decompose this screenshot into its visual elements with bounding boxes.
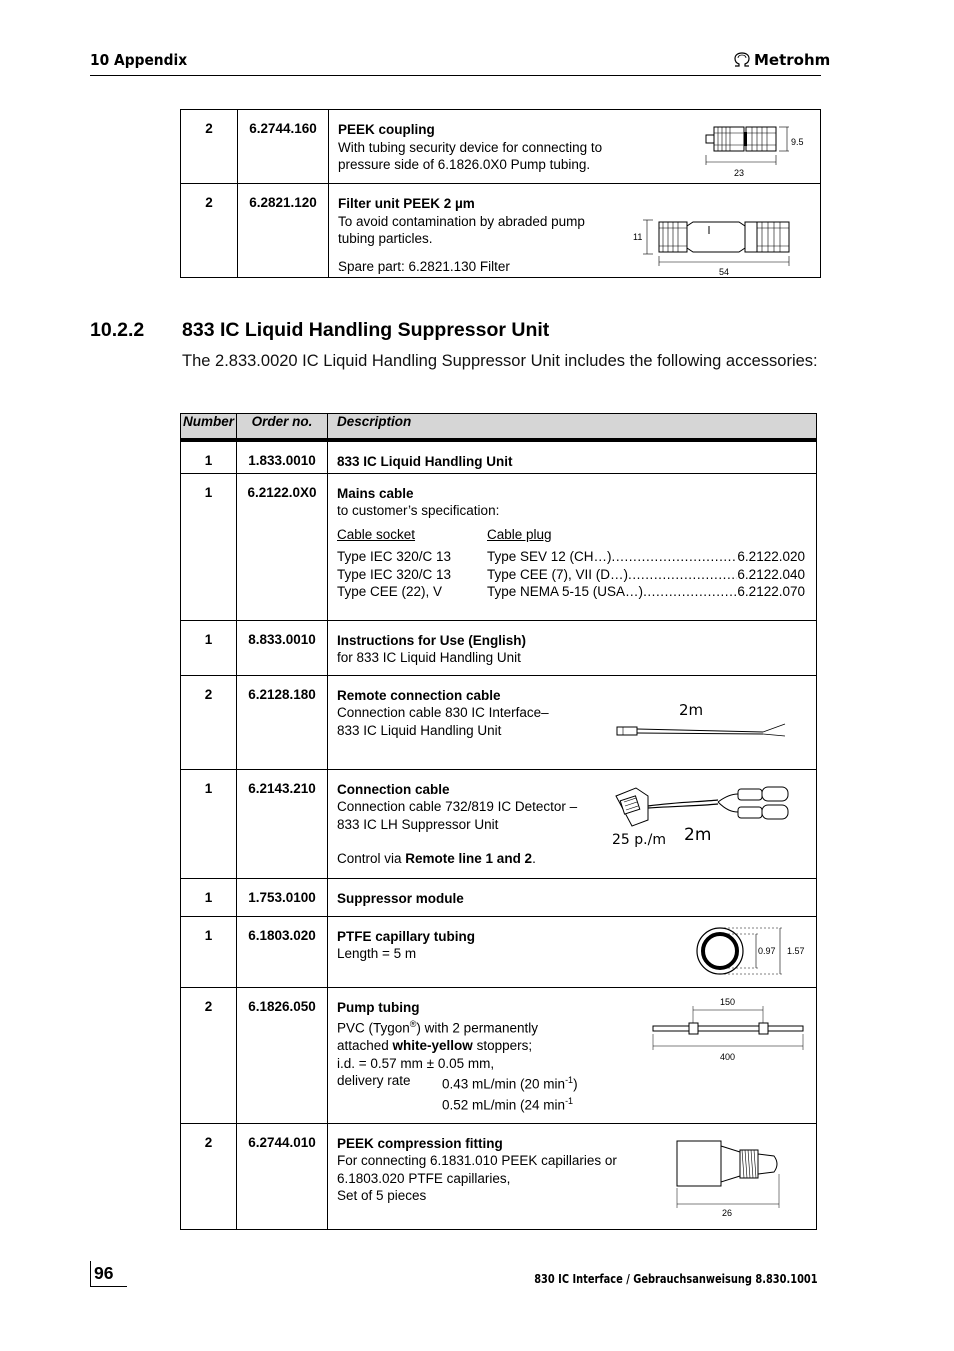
spare-part: Spare part: 6.2821.130 Filter: [338, 258, 510, 274]
peek-coupling-drawing: [701, 124, 804, 180]
item-title: Pump tubing: [337, 999, 420, 1015]
item-desc-line: For connecting 6.1831.010 PEEK capillaries or: [337, 1153, 617, 1169]
dim-label: 23: [734, 168, 745, 178]
dim-label: 1.57: [787, 945, 805, 956]
table-row: [181, 878, 817, 916]
row-number: 2: [204, 998, 213, 1014]
table-header-row: [181, 414, 817, 441]
dim-label: 150: [720, 996, 736, 1007]
item-title: PTFE capillary tubing: [337, 928, 476, 944]
row-number: 2: [204, 1134, 213, 1150]
length-label: 2m: [684, 824, 712, 845]
item-desc-line: Connection cable 830 IC Interface–: [337, 705, 549, 721]
item-desc-line: 833 IC LH Suppressor Unit: [337, 816, 499, 832]
table-row: [181, 769, 817, 878]
table-row: [181, 184, 821, 278]
ptfe-tubing-drawing: [692, 923, 822, 983]
item-title: PEEK coupling: [338, 122, 435, 137]
variant-row: Type IEC 320/C 13 Type CEE (7), VII (D…) . . . 6.2122.040: [337, 566, 816, 584]
row-order-no: 6.2821.120: [238, 184, 329, 278]
item-desc-line: 833 IC Liquid Handling Unit: [337, 722, 502, 738]
remote-cable-drawing: [613, 696, 793, 746]
dim-label: 0.97: [758, 945, 776, 956]
variant-row: Type IEC 320/C 13 Type SEV 12 (CH…) . . . 6.2122.020: [337, 548, 816, 566]
row-number: 1: [204, 780, 213, 796]
dim-label: 11: [633, 232, 643, 242]
item-title: Connection cable: [337, 781, 450, 797]
row-order-no: 6.2744.160: [238, 110, 329, 184]
table-row: [181, 440, 817, 473]
delivery-rate: delivery rate 0.43 mL/min (20 $\min^{-1}$) 0.52 mL/min (24 $\min^{-1}$: [337, 1073, 578, 1113]
item-desc-line: PVC (Tygon®) with 2 permanently: [337, 1019, 538, 1036]
item-desc: to customer’s specification:: [337, 503, 500, 519]
row-order-no: 6.1803.020: [248, 927, 316, 943]
row-number: 1: [204, 889, 213, 905]
doc-title: 830 IC Interface / Gebrauchsanweisung 8.830.1001: [534, 1272, 818, 1286]
item-title: Mains cable: [337, 485, 414, 501]
dim-label: 54: [719, 267, 730, 277]
item-title: 833 IC Liquid Handling Unit: [337, 454, 513, 469]
item-title: Filter unit PEEK 2 µm: [338, 196, 475, 211]
connection-cable-drawing: [608, 780, 808, 850]
item-desc-line: tubing particles.: [338, 231, 433, 247]
item-title: Instructions for Use (English): [337, 632, 527, 648]
density-label: 25 p./m: [612, 831, 666, 848]
item-desc-line: pressure side of 6.1826.0X0 Pump tubing.: [338, 157, 591, 173]
metrohm-omega-icon: [732, 52, 752, 68]
row-number: 1: [204, 631, 213, 647]
length-label: 2m: [679, 700, 704, 719]
filter-unit-drawing: [629, 214, 819, 277]
item-desc-line: 6.1803.020 PTFE capillaries,: [337, 1170, 511, 1186]
table-row: [181, 110, 821, 184]
brand-name: Metrohm: [754, 51, 831, 69]
item-desc-line: To avoid contamination by abraded pump: [338, 213, 585, 229]
item-title: Suppressor module: [337, 890, 464, 906]
item-desc-line: attached white-yellow stoppers;: [337, 1038, 533, 1054]
table-row: [181, 675, 817, 769]
dim-label: 26: [722, 1207, 733, 1218]
section-number: 10.2.2: [90, 319, 145, 341]
control-note: Control via Remote line 1 and 2.: [337, 851, 536, 867]
row-order-no: 6.2128.180: [248, 686, 316, 702]
row-order-no: 6.2143.210: [248, 780, 316, 796]
item-title: PEEK compression fitting: [337, 1135, 503, 1151]
table-row: [181, 987, 817, 1123]
dim-label: 400: [720, 1051, 736, 1062]
row-number: 2: [204, 686, 213, 702]
compression-fitting-drawing: [674, 1138, 794, 1220]
row-number: 1: [204, 453, 213, 468]
dim-label: 9.5: [791, 137, 804, 147]
row-description: [329, 110, 821, 184]
variant-row: Type CEE (22), V Type NEMA 5-15 (USA…) . . . 6.2122.070: [337, 583, 816, 601]
row-number: 2: [181, 184, 238, 278]
brand-logo: [732, 51, 830, 69]
row-order-no: 6.1826.050: [248, 998, 316, 1014]
header-rule: [90, 75, 821, 76]
col-cable-socket: Cable socket: [337, 526, 416, 542]
chapter-heading: 10 Appendix: [90, 51, 188, 69]
page-number: 96: [94, 1263, 114, 1283]
row-number: 2: [181, 110, 238, 184]
pump-tubing-drawing: [650, 996, 810, 1066]
top-accessories-table: [180, 109, 821, 278]
row-order-no: 1.753.0100: [248, 889, 316, 905]
table-row: [181, 916, 817, 987]
table-row: [181, 473, 817, 620]
item-desc: for 833 IC Liquid Handling Unit: [337, 650, 521, 666]
item-title: Remote connection cable: [337, 687, 501, 703]
row-order-no: 1.833.0010: [248, 453, 316, 468]
table-row: [181, 1123, 817, 1229]
item-desc-line: i.d. = 0.57 mm ± 0.05 mm,: [337, 1055, 495, 1071]
row-description: [329, 184, 821, 278]
item-desc: Length = 5 m: [337, 946, 417, 962]
row-order-no: 6.2744.010: [248, 1134, 316, 1150]
row-number: 1: [204, 484, 213, 500]
page-number-box: [90, 1261, 91, 1287]
header-order-no: Order no.: [237, 414, 328, 441]
section-title: 833 IC Liquid Handling Suppressor Unit: [182, 319, 550, 341]
item-desc-line: Set of 5 pieces: [337, 1188, 427, 1204]
row-order-no: 8.833.0010: [248, 631, 316, 647]
row-order-no: 6.2122.0X0: [247, 484, 317, 500]
item-desc-line: Connection cable 732/819 IC Detector –: [337, 799, 578, 815]
table-row: [181, 620, 817, 675]
accessories-table: [180, 413, 817, 1230]
col-cable-plug: Cable plug: [487, 526, 552, 542]
item-desc-line: With tubing security device for connecting to: [338, 139, 603, 155]
row-number: 1: [204, 927, 213, 943]
header-number: Number: [181, 414, 237, 441]
section-intro: The 2.833.0020 IC Liquid Handling Suppressor Unit includes the following accessories:: [182, 352, 818, 370]
page-number-rule: [90, 1286, 127, 1287]
header-description: Description: [328, 414, 817, 441]
